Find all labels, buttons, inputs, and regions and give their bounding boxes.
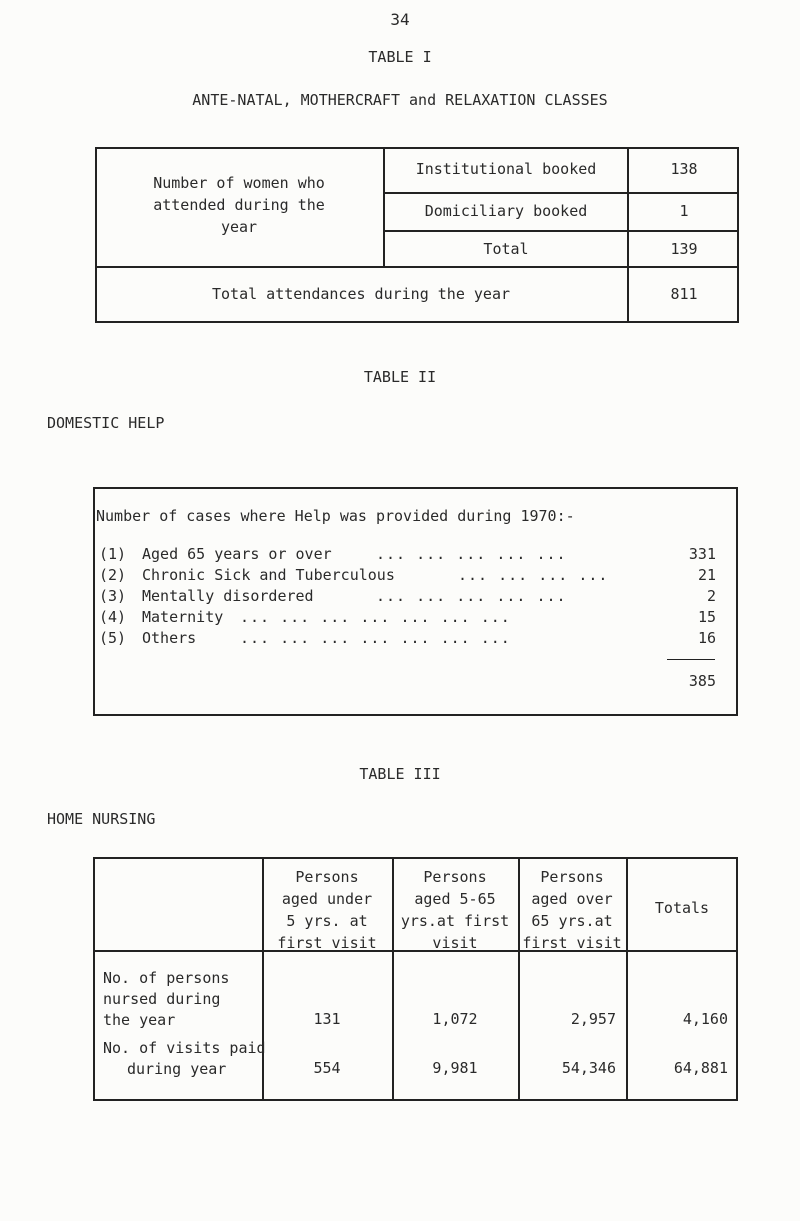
home-nursing-section: HOME NURSING [47,810,156,828]
row-value-total: 139 [670,240,698,258]
women-label-line: Number of women who [153,174,325,192]
row-label-institutional: Institutional booked [415,160,597,178]
page-number: 34 [390,10,410,29]
item-label: Others [142,629,197,647]
help-total: 385 [688,672,716,690]
cell: 4,160 [682,1010,728,1028]
domestic-help-section: DOMESTIC HELP [47,414,165,432]
cell: 64,881 [673,1059,728,1077]
help-intro: Number of cases where Help was provided during 1970:- [96,507,575,525]
cell: 554 [313,1059,341,1077]
attendance-value: 811 [670,285,698,303]
item-num: (3) [99,587,127,605]
item-num: (1) [99,545,127,563]
item-num: (2) [99,566,127,584]
item-num: (5) [99,629,127,647]
cell: 2,957 [570,1010,616,1028]
item-label: Mentally disordered [142,587,314,605]
item-value: 331 [688,545,716,563]
item-value: 21 [697,566,716,584]
col-header-totals: Totals [654,899,710,917]
col-header-over65: Persons aged over 65 yrs.at first visit [522,868,622,952]
item-label: Maternity [142,608,224,626]
table3-heading: TABLE III [359,765,441,783]
row-label-domiciliary: Domiciliary booked [424,202,588,220]
row-label-persons-nursed: No. of persons nursed during the year [103,969,230,1029]
item-label: Chronic Sick and Tuberculous [142,566,395,584]
women-label-line: attended during the [153,196,325,214]
cell: 1,072 [432,1010,478,1028]
table1-heading: TABLE I [368,48,432,66]
item-value: 2 [706,587,716,605]
item-label: Aged 65 years or over [142,545,332,563]
table1-subheading: ANTE-NATAL, MOTHERCRAFT and RELAXATION CLASSES [192,91,608,109]
row-label-visits-paid: No. of visits paid during year [103,1039,266,1078]
row-label-total: Total [483,240,529,258]
row-value-institutional: 138 [670,160,698,178]
row-value-domiciliary: 1 [679,202,689,220]
item-value: 16 [697,629,716,647]
item-num: (4) [99,608,127,626]
total-rule [667,659,715,660]
col-header-under5: Persons aged under 5 yrs. at first visit [277,868,377,952]
attendance-label: Total attendances during the year [211,285,510,303]
col-header-5-65: Persons aged 5-65 yrs.at first visit [400,868,510,952]
item-value: 15 [697,608,716,626]
cell: 54,346 [561,1059,616,1077]
table2-heading: TABLE II [363,368,437,386]
cell: 9,981 [432,1059,478,1077]
women-label-line: year [220,218,258,236]
cell: 131 [313,1010,341,1028]
